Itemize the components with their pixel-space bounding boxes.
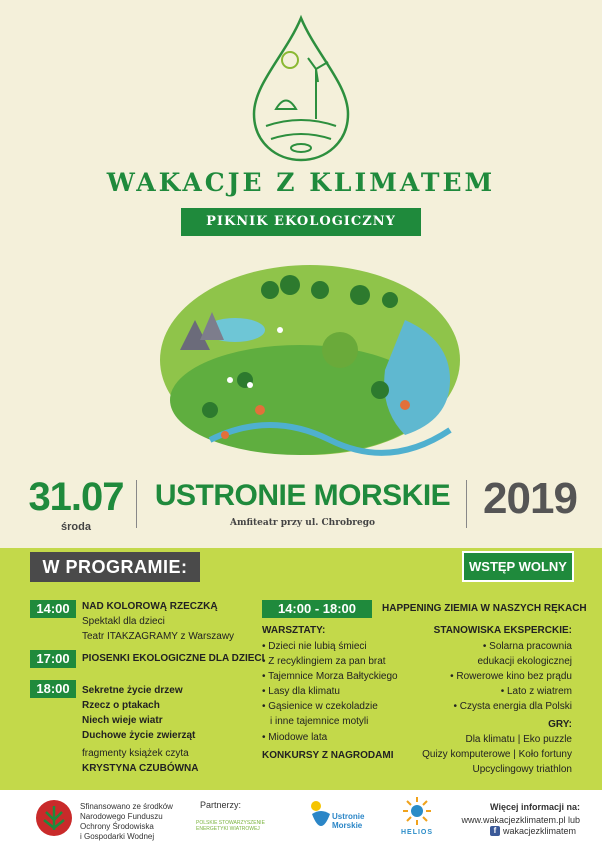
game-item: Dla klimatu | Eko puzzle (465, 734, 572, 745)
game-item: Quizy komputerowe | Koło fortuny (422, 749, 572, 760)
workshops-heading: WARSZTATY: (262, 625, 326, 636)
program-line: Niech wieje wiatr (82, 715, 163, 726)
facebook-icon: f (490, 826, 500, 836)
event-date (20, 475, 132, 533)
expert-item: • Solarna pracownia (482, 641, 572, 652)
funding-line: Sfinansowano ze środków (80, 802, 173, 811)
expert-item: • Rowerowe kino bez prądu (450, 671, 572, 682)
program-title: NAD KOLOROWĄ RZECZKĄ (82, 601, 218, 612)
event-city: USTRONIE MORSKIE (154, 479, 451, 512)
helios-logo-text: HELIOS (400, 829, 434, 836)
reader-name: KRYSTYNA CZUBÓWNA (82, 763, 199, 774)
facebook-link[interactable]: wakacjezklimatem (503, 826, 577, 836)
time-badge: 14:00 - 18:00 (262, 600, 372, 618)
event-day: 31.07 (28, 475, 124, 519)
ustronie-line: Morskie (332, 821, 363, 830)
workshop-item: • Tajemnice Morza Bałtyckiego (262, 671, 398, 682)
workshop-item: • Miodowe lata (262, 732, 328, 743)
psew-logo-text (196, 820, 265, 832)
psew-line: ENERGETYKI WIATROWEJ (196, 826, 260, 832)
poster-subtitle: PIKNIK EKOLOGICZNY (181, 208, 421, 236)
funding-line: i Gospodarki Wodnej (80, 832, 155, 841)
time-badge: 17:00 (30, 650, 76, 668)
program-heading: W PROGRAMIE: (30, 552, 200, 582)
program-line: Duchowe życie zwierząt (82, 730, 196, 741)
program-line: Spektakl dla dzieci (82, 616, 165, 627)
game-item: Upcyclingowy triathlon (472, 764, 572, 775)
experts-heading: STANOWISKA EKSPERCKIE: (433, 625, 572, 636)
poster-title: WAKACJE Z KLIMATEM (106, 168, 496, 197)
funding-line: Narodowego Funduszu (80, 812, 163, 821)
workshop-item: • Lasy dla klimatu (262, 686, 340, 697)
expert-item: edukacji ekologicznej (477, 656, 572, 667)
program-line: Teatr ITAKZAGRAMY z Warszawy (82, 631, 235, 642)
psew-line: POLSKIE STOWARZYSZENIE (196, 820, 265, 826)
happening-title: HAPPENING ZIEMIA W NASZYCH RĘKACH (382, 603, 587, 614)
expert-item: • Lato z wiatrem (500, 686, 572, 697)
ustronie-line: Ustronie (332, 812, 365, 821)
program-line: Rzecz o ptakach (82, 700, 160, 711)
divider (466, 480, 467, 528)
time-badge: 18:00 (30, 680, 76, 698)
time-badge: 14:00 (30, 600, 76, 618)
divider (136, 480, 137, 528)
nfosigw-logo (34, 798, 74, 838)
workshop-item: • Z recyklingiem za pan brat (262, 656, 386, 667)
event-year: 2019 (483, 474, 577, 523)
program-line: fragmenty książek czyta (82, 748, 189, 759)
program-line: Sekretne życie drzew (82, 685, 183, 696)
games-heading: GRY: (548, 719, 572, 730)
workshop-item: • Dzieci nie lubią śmieci (262, 641, 367, 652)
website-link[interactable]: www.wakacjezklimatem.pl lub (461, 815, 580, 825)
contest-title: KONKURSY Z NAGRODAMI (262, 750, 394, 761)
event-weekday: środa (61, 521, 91, 533)
expert-item: • Czysta energia dla Polski (453, 701, 572, 712)
event-place (140, 478, 465, 528)
helios-sun-icon (402, 796, 432, 826)
program-title: PIOSENKI EKOLOGICZNE DLA DZIECI (82, 653, 265, 664)
ustronie-logo-text (332, 812, 364, 830)
climate-drop-logo (246, 14, 356, 164)
landscape-illustration (150, 240, 470, 475)
funding-line: Ochrony Środowiska (80, 822, 154, 831)
partners-label: Partnerzy: (200, 800, 242, 810)
event-address: Amfiteatr przy ul. Chrobrego (229, 518, 376, 528)
workshop-item: • Gąsienice w czekoladzie (262, 701, 378, 712)
more-info-label: Więcej informacji na: (490, 802, 580, 812)
workshop-item: i inne tajemnice motyli (270, 716, 369, 727)
free-entry-badge: WSTĘP WOLNY (462, 551, 574, 582)
